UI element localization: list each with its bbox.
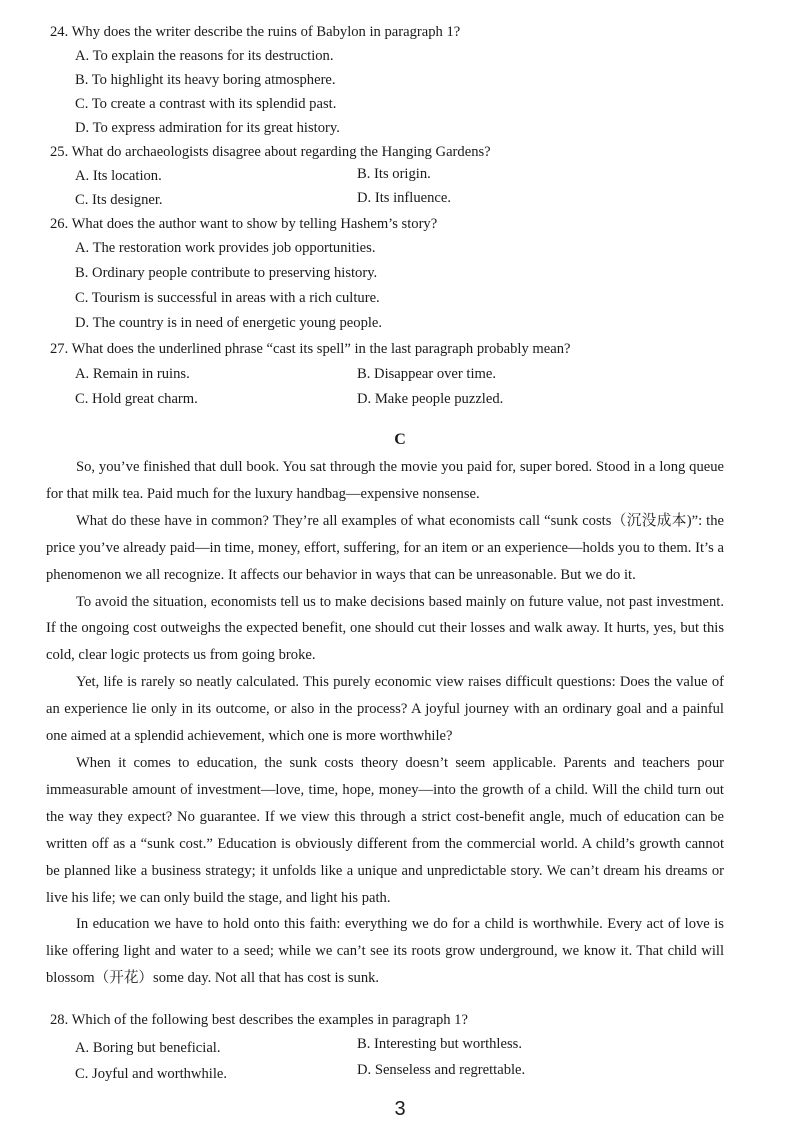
page-number: 3: [394, 1098, 406, 1120]
question-26-stem: 26. What does the author want to show by telling Hashem’s story?: [50, 216, 438, 232]
passage-paragraph: So, you’ve finished that dull book. You sat through the movie you paid for, super bored. Stood in a long queue for that milk tea. Paid much for the luxury handbag—expensive nonsense.: [46, 459, 724, 502]
question-24-stem: 24. Why does the writer describe the ruins of Babylon in paragraph 1?: [50, 24, 461, 40]
passage-paragraph: What do these have in common? They’re all examples of what economists call “sunk costs（沉没成本)”: the price you’ve already paid—in time, money, effort, suffering, for an item or an experience—holds you to them. It’s a phenomenon we all recognize. It affects our behavior in ways that can be unreasonable. But we do it.: [46, 512, 724, 583]
question-24-option-b: B. To highlight its heavy boring atmosphere.: [75, 72, 336, 88]
question-24-option-d: D. To express admiration for its great history.: [75, 120, 340, 136]
passage-paragraph: To avoid the situation, economists tell us to make decisions based mainly on future value, not past investment. If the ongoing cost outweighs the expected benefit, one should cut their losses and walk away. It hurts, yes, but this cold, clear logic protects us from going broke.: [46, 593, 724, 664]
question-25-stem: 25. What do archaeologists disagree about regarding the Hanging Gardens?: [50, 144, 491, 160]
question-28-stem: 28. Which of the following best describes the examples in paragraph 1?: [50, 1012, 468, 1028]
question-26-option-b: B. Ordinary people contribute to preserving history.: [75, 265, 378, 281]
question-27-option-c: C. Hold great charm.: [75, 391, 198, 407]
question-27-option-a: A. Remain in ruins.: [75, 366, 190, 382]
question-25-option-b: B. Its origin.: [357, 166, 431, 182]
question-26-option-d: D. The country is in need of energetic young people.: [75, 315, 383, 331]
question-27-option-b: B. Disappear over time.: [357, 366, 497, 382]
question-24-option-c: C. To create a contrast with its splendid past.: [75, 96, 337, 112]
question-27-stem: 27. What does the underlined phrase “cast its spell” in the last paragraph probably mean?: [50, 341, 571, 357]
question-28-option-c: C. Joyful and worthwhile.: [75, 1066, 228, 1082]
passage-paragraph: Yet, life is rarely so neatly calculated. This purely economic view raises difficult questions: Does the value of an experience lie only in its outcome, or also in the process? A joyful journey with an ordinary goal and a painful one aimed at a splendid achievement, which one is more worthwhile?: [46, 674, 724, 745]
question-26-option-a: A. The restoration work provides job opportunities.: [75, 240, 376, 256]
question-26-option-c: C. Tourism is successful in areas with a rich culture.: [75, 290, 380, 306]
question-24-option-a: A. To explain the reasons for its destruction.: [75, 48, 334, 64]
question-25-option-d: D. Its influence.: [357, 190, 452, 206]
passage-paragraph: When it comes to education, the sunk costs theory doesn’t seem applicable. Parents and teachers pour immeasurable amount of investment—love, time, hope, money—into the growth of a child. Will the child turn out the way they expect? No guarantee. If we view this through a strict cost-benefit angle, much of education can be written off as a “sunk cost.” Education is obviously different from the commercial world. A child’s growth cannot be planned like a business strategy; it unfolds like a unique and unpredictable story. We can’t dream his dreams or live his life; we can only build the stage, and light his path.: [46, 754, 724, 906]
passage-paragraph: In education we have to hold onto this faith: everything we do for a child is worthwhile. Every act of love is like offering light and water to a seed; while we can’t see its roots grow underground, we know it. That child will blossom（开花）some day. Not all that has cost is sunk.: [46, 916, 724, 987]
question-28-option-a: A. Boring but beneficial.: [75, 1040, 221, 1056]
passage-c: [46, 454, 724, 992]
section-c-heading: C: [394, 431, 406, 448]
question-25-option-c: C. Its designer.: [75, 192, 163, 208]
question-25-option-a: A. Its location.: [75, 168, 162, 184]
question-28-option-b: B. Interesting but worthless.: [357, 1036, 522, 1052]
question-27-option-d: D. Make people puzzled.: [357, 391, 504, 407]
question-28-option-d: D. Senseless and regrettable.: [357, 1062, 526, 1078]
